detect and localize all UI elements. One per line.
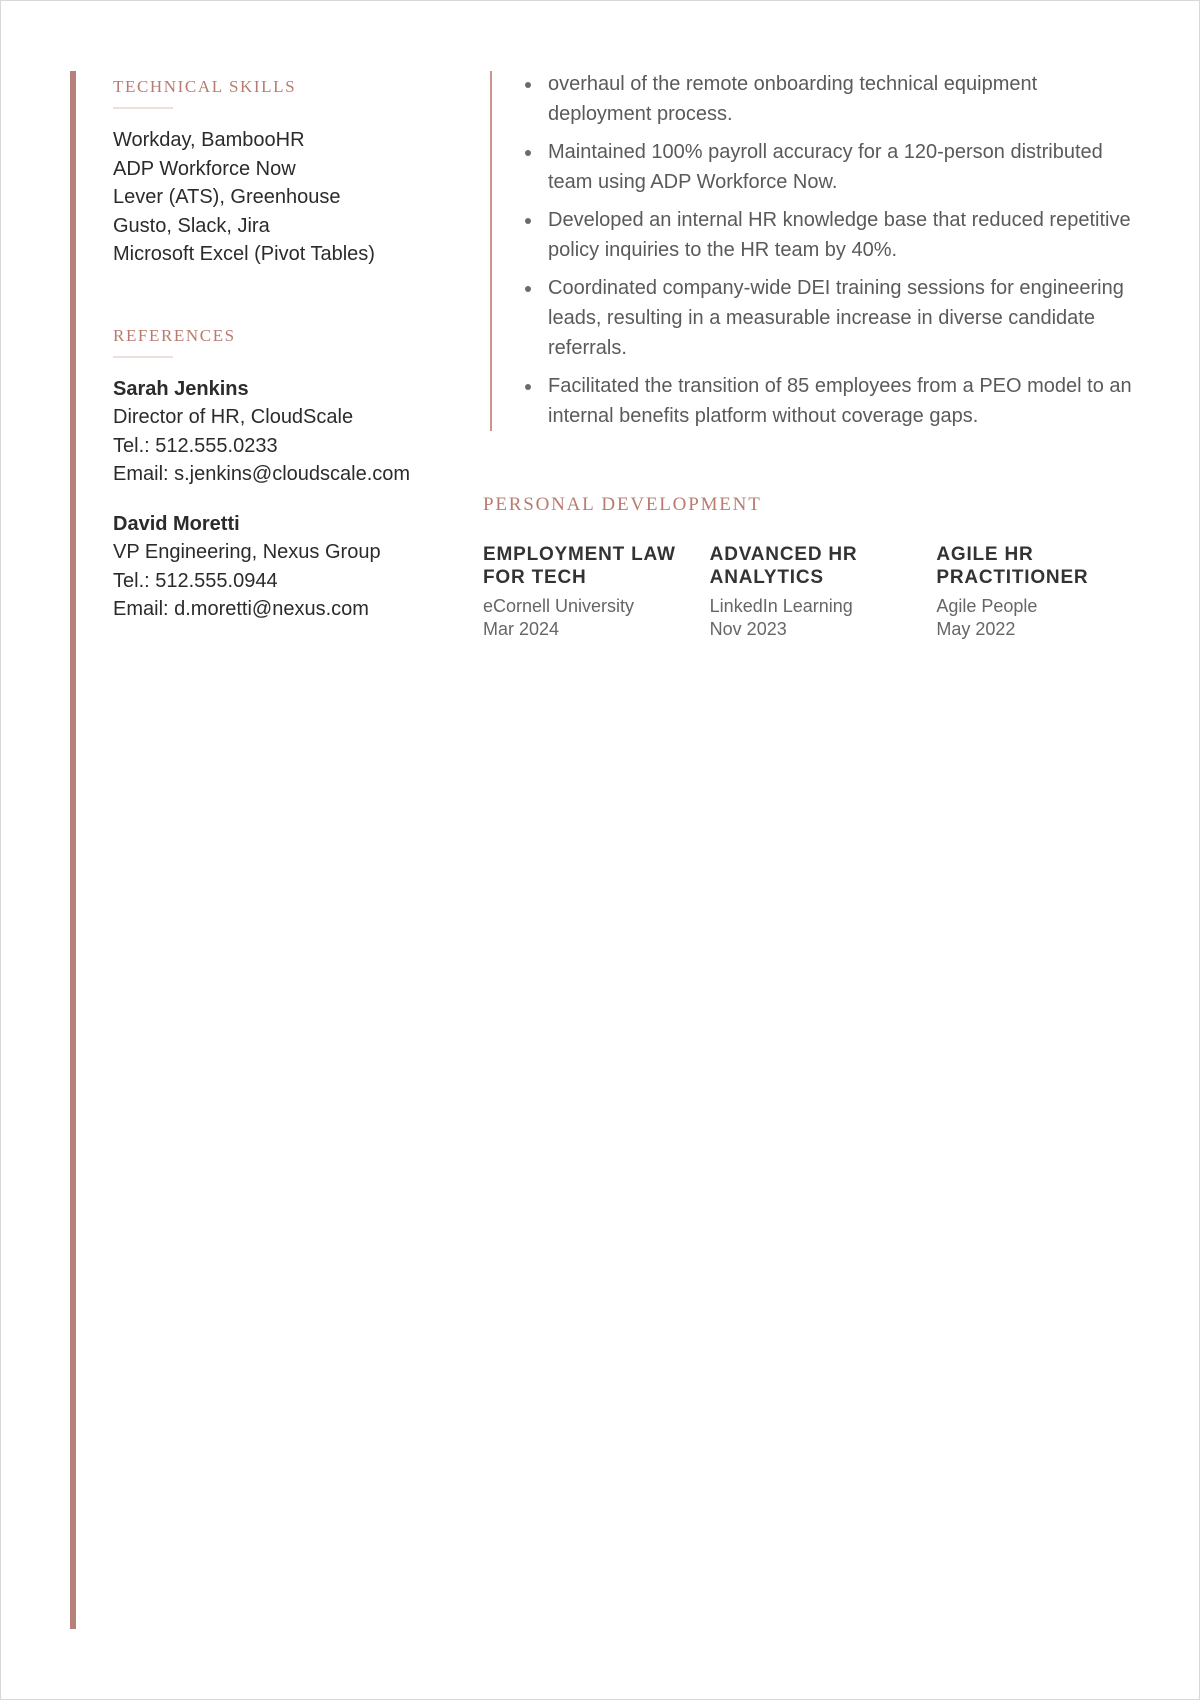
personal-development-title: PERSONAL DEVELOPMENT bbox=[483, 494, 762, 515]
experience-timeline-line bbox=[490, 71, 492, 431]
course-date: May 2022 bbox=[936, 619, 1016, 639]
skill-item: Workday, BambooHR bbox=[113, 129, 305, 151]
accent-bar bbox=[70, 71, 76, 1629]
section-underline bbox=[113, 356, 173, 358]
reference-role: Director of HR, CloudScale bbox=[113, 406, 354, 428]
skill-item: Lever (ATS), Greenhouse bbox=[113, 186, 341, 208]
course-provider: Agile People bbox=[936, 596, 1038, 616]
reference-phone: Tel.: 512.555.0233 bbox=[113, 434, 278, 457]
course-name: ADVANCED HR ANALYTICS bbox=[709, 544, 858, 588]
reference-role: VP Engineering, Nexus Group bbox=[113, 541, 381, 563]
section-underline bbox=[113, 107, 173, 109]
references-section bbox=[113, 326, 433, 624]
reference-name: David Moretti bbox=[113, 512, 240, 535]
skills-list bbox=[113, 126, 433, 269]
technical-skills-section bbox=[113, 77, 433, 269]
reference-entry bbox=[113, 375, 433, 489]
references-list bbox=[113, 375, 433, 624]
references-title: REFERENCES bbox=[113, 325, 236, 345]
course-date: Nov 2023 bbox=[709, 619, 787, 639]
reference-entry bbox=[113, 510, 433, 624]
personal-development-section bbox=[483, 494, 1163, 641]
skill-item: Gusto, Slack, Jira bbox=[113, 214, 270, 237]
course-provider: eCornell University bbox=[483, 596, 635, 616]
experience-bullet-list bbox=[523, 69, 1143, 439]
course-item bbox=[483, 543, 710, 641]
experience-bullet: Developed an internal HR knowledge base that reduced repetitive policy inquiries to the HR team by 40%. bbox=[523, 205, 1143, 265]
course-item bbox=[710, 543, 937, 641]
reference-phone: Tel.: 512.555.0944 bbox=[113, 569, 278, 592]
course-name: EMPLOYMENT LAW FOR TECH bbox=[483, 544, 676, 588]
course-date: Mar 2024 bbox=[483, 619, 560, 639]
skill-item: Microsoft Excel (Pivot Tables) bbox=[113, 243, 375, 265]
experience-bullet: Coordinated company-wide DEI training sessions for engineering leads, resulting in a measurable increase in diverse candidate referrals. bbox=[523, 273, 1143, 363]
experience-bullet: overhaul of the remote onboarding technical equipment deployment process. bbox=[523, 69, 1143, 129]
experience-bullet: Facilitated the transition of 85 employees from a PEO model to an internal benefits platform without coverage gaps. bbox=[523, 371, 1143, 431]
course-name: AGILE HR PRACTITIONER bbox=[936, 544, 1089, 588]
technical-skills-title: TECHNICAL SKILLS bbox=[113, 77, 297, 96]
reference-name: Sarah Jenkins bbox=[113, 377, 249, 400]
course-provider: LinkedIn Learning bbox=[709, 596, 853, 616]
experience-bullet: Maintained 100% payroll accuracy for a 120-person distributed team using ADP Workforce Now. bbox=[523, 137, 1143, 197]
left-column bbox=[113, 77, 433, 624]
reference-email: Email: s.jenkins@cloudscale.com bbox=[113, 463, 411, 485]
skill-item: ADP Workforce Now bbox=[113, 157, 296, 180]
reference-email: Email: d.moretti@nexus.com bbox=[113, 598, 369, 620]
course-item bbox=[936, 543, 1163, 641]
course-grid bbox=[483, 543, 1163, 641]
